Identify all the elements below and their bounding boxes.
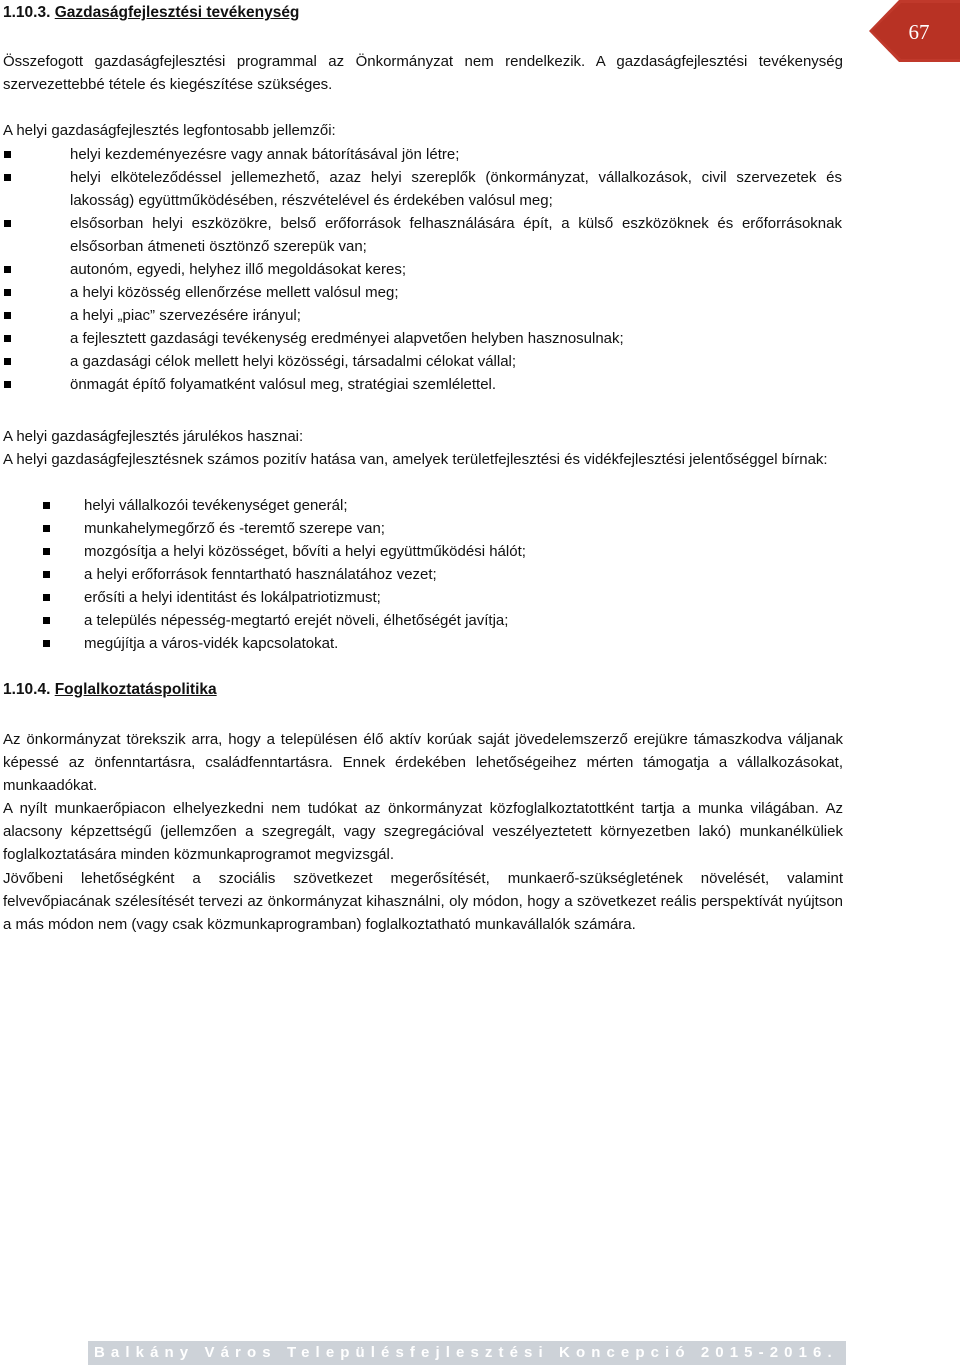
footer-text: Balkány Város Településfejlesztési Koncepció 2015-2016. <box>94 1344 838 1361</box>
section-number: 1.10.3. <box>3 4 51 21</box>
bullet-icon <box>4 381 11 388</box>
bullet-icon <box>4 174 11 181</box>
list-item: mozgósítja a helyi közösséget, bővíti a helyi együttműködési hálót; <box>84 540 842 563</box>
list-item: a helyi közösség ellenőrzése mellett valósul meg; <box>70 281 842 304</box>
list-item: a gazdasági célok mellett helyi közösségi, társadalmi célokat vállal; <box>70 350 842 373</box>
section-title: Gazdaságfejlesztési tevékenység <box>54 4 300 21</box>
bullet-icon <box>43 571 50 578</box>
section-number: 1.10.4. <box>3 681 51 698</box>
list-item: helyi elköteleződéssel jellemezhető, azaz helyi szereplők (önkormányzat, vállalkozások, civil szervezetek és lakosság) együttműködésében, részvételével és érdekében valósul meg; <box>70 166 842 212</box>
bullet-icon <box>4 358 11 365</box>
bullet-icon <box>4 266 11 273</box>
bullet-icon <box>43 525 50 532</box>
list-item: a helyi „piac” szervezésére irányul; <box>70 304 842 327</box>
list-item: a település népesség-megtartó erejét növeli, élhetőségét javítja; <box>84 609 842 632</box>
list-item: elsősorban helyi eszközökre, belső erőforrások felhasználására épít, a külső eszközöknek és erőforrásoknak elsősorban átmeneti ösztönző szerepük van; <box>70 212 842 258</box>
page-number: 67 <box>908 20 930 44</box>
employment-paragraph-2: A nyílt munkaerőpiacon elhelyezkedni nem tudókat az önkormányzat közfoglalkoztatottként tartja a munka világában. Az alacsony képzettségű (jellemzően a szegregált, vagy szegregációval veszélyeztetett környezetben lakó) munkanélküliek foglalkoztatására minden közmunkaprogramot megvizsgál. <box>3 800 843 863</box>
section-heading-gazdasagfejlesztes <box>3 4 299 22</box>
bullet-icon <box>43 640 50 647</box>
features-lead: A helyi gazdaságfejlesztés legfontosabb jellemzői: <box>3 122 336 139</box>
bullet-icon <box>43 617 50 624</box>
bullet-icon <box>4 335 11 342</box>
list-item: helyi vállalkozói tevékenységet generál; <box>84 494 842 517</box>
bullet-icon <box>43 502 50 509</box>
features-list <box>70 143 842 396</box>
bullet-icon <box>4 312 11 319</box>
list-item: önmagát építő folyamatként valósul meg, stratégiai szemlélettel. <box>70 373 842 396</box>
list-item: helyi kezdeményezésre vagy annak bátorításával jön létre; <box>70 143 842 166</box>
benefits-intro: A helyi gazdaságfejlesztésnek számos pozitív hatása van, amelyek területfejlesztési és vidékfejlesztési jelentőséggel bírnak: <box>3 451 828 468</box>
list-item: munkahelymegőrző és -teremtő szerepe van; <box>84 517 842 540</box>
bullet-icon <box>43 548 50 555</box>
list-item: megújítja a város-vidék kapcsolatokat. <box>84 632 842 655</box>
list-item: a helyi erőforrások fenntartható használatához vezet; <box>84 563 842 586</box>
list-item: autonóm, egyedi, helyhez illő megoldásokat keres; <box>70 258 842 281</box>
benefits-lead: A helyi gazdaságfejlesztés járulékos hasznai: <box>3 428 304 445</box>
footer-bar <box>88 1341 846 1365</box>
list-item: erősíti a helyi identitást és lokálpatriotizmust; <box>84 586 842 609</box>
section-heading-foglalkoztataspolitika <box>3 681 217 699</box>
bullet-icon <box>4 220 11 227</box>
list-item: a fejlesztett gazdasági tevékenység eredményei alapvetően helyben hasznosulnak; <box>70 327 842 350</box>
employment-paragraph-3: Jövőbeni lehetőségként a szociális szövetkezet megerősítését, munkaerő-szükségletének növelését, valamint felvevőpiacának szélesítését tervezi az önkormányzat kihasználni, oly módon, hogy a szövetkezet reális perspektívát nyújtson a más módon nem (vagy csak közmunkaprogramban) foglalkoztatható munkavállalók számára. <box>3 870 843 933</box>
bullet-icon <box>43 594 50 601</box>
benefits-list <box>84 494 842 655</box>
section-title: Foglalkoztatáspolitika <box>54 681 217 698</box>
employment-paragraph-1: Az önkormányzat törekszik arra, hogy a településen élő aktív korúak saját jövedelemszerző erejükre támaszkodva váljanak képessé az önfenntartásra, családfenntartásra. Ennek érdekében lehetőségeihez mérten támogatja a vállalkozásokat, munkaadókat. <box>3 731 843 794</box>
page-number-badge <box>869 0 960 62</box>
bullet-icon <box>4 151 11 158</box>
bullet-icon <box>4 289 11 296</box>
intro-paragraph: Összefogott gazdaságfejlesztési programmal az Önkormányzat nem rendelkezik. A gazdaságfejlesztési tevékenység szervezettebbé tétele és kiegészítése szükséges. <box>3 53 843 93</box>
